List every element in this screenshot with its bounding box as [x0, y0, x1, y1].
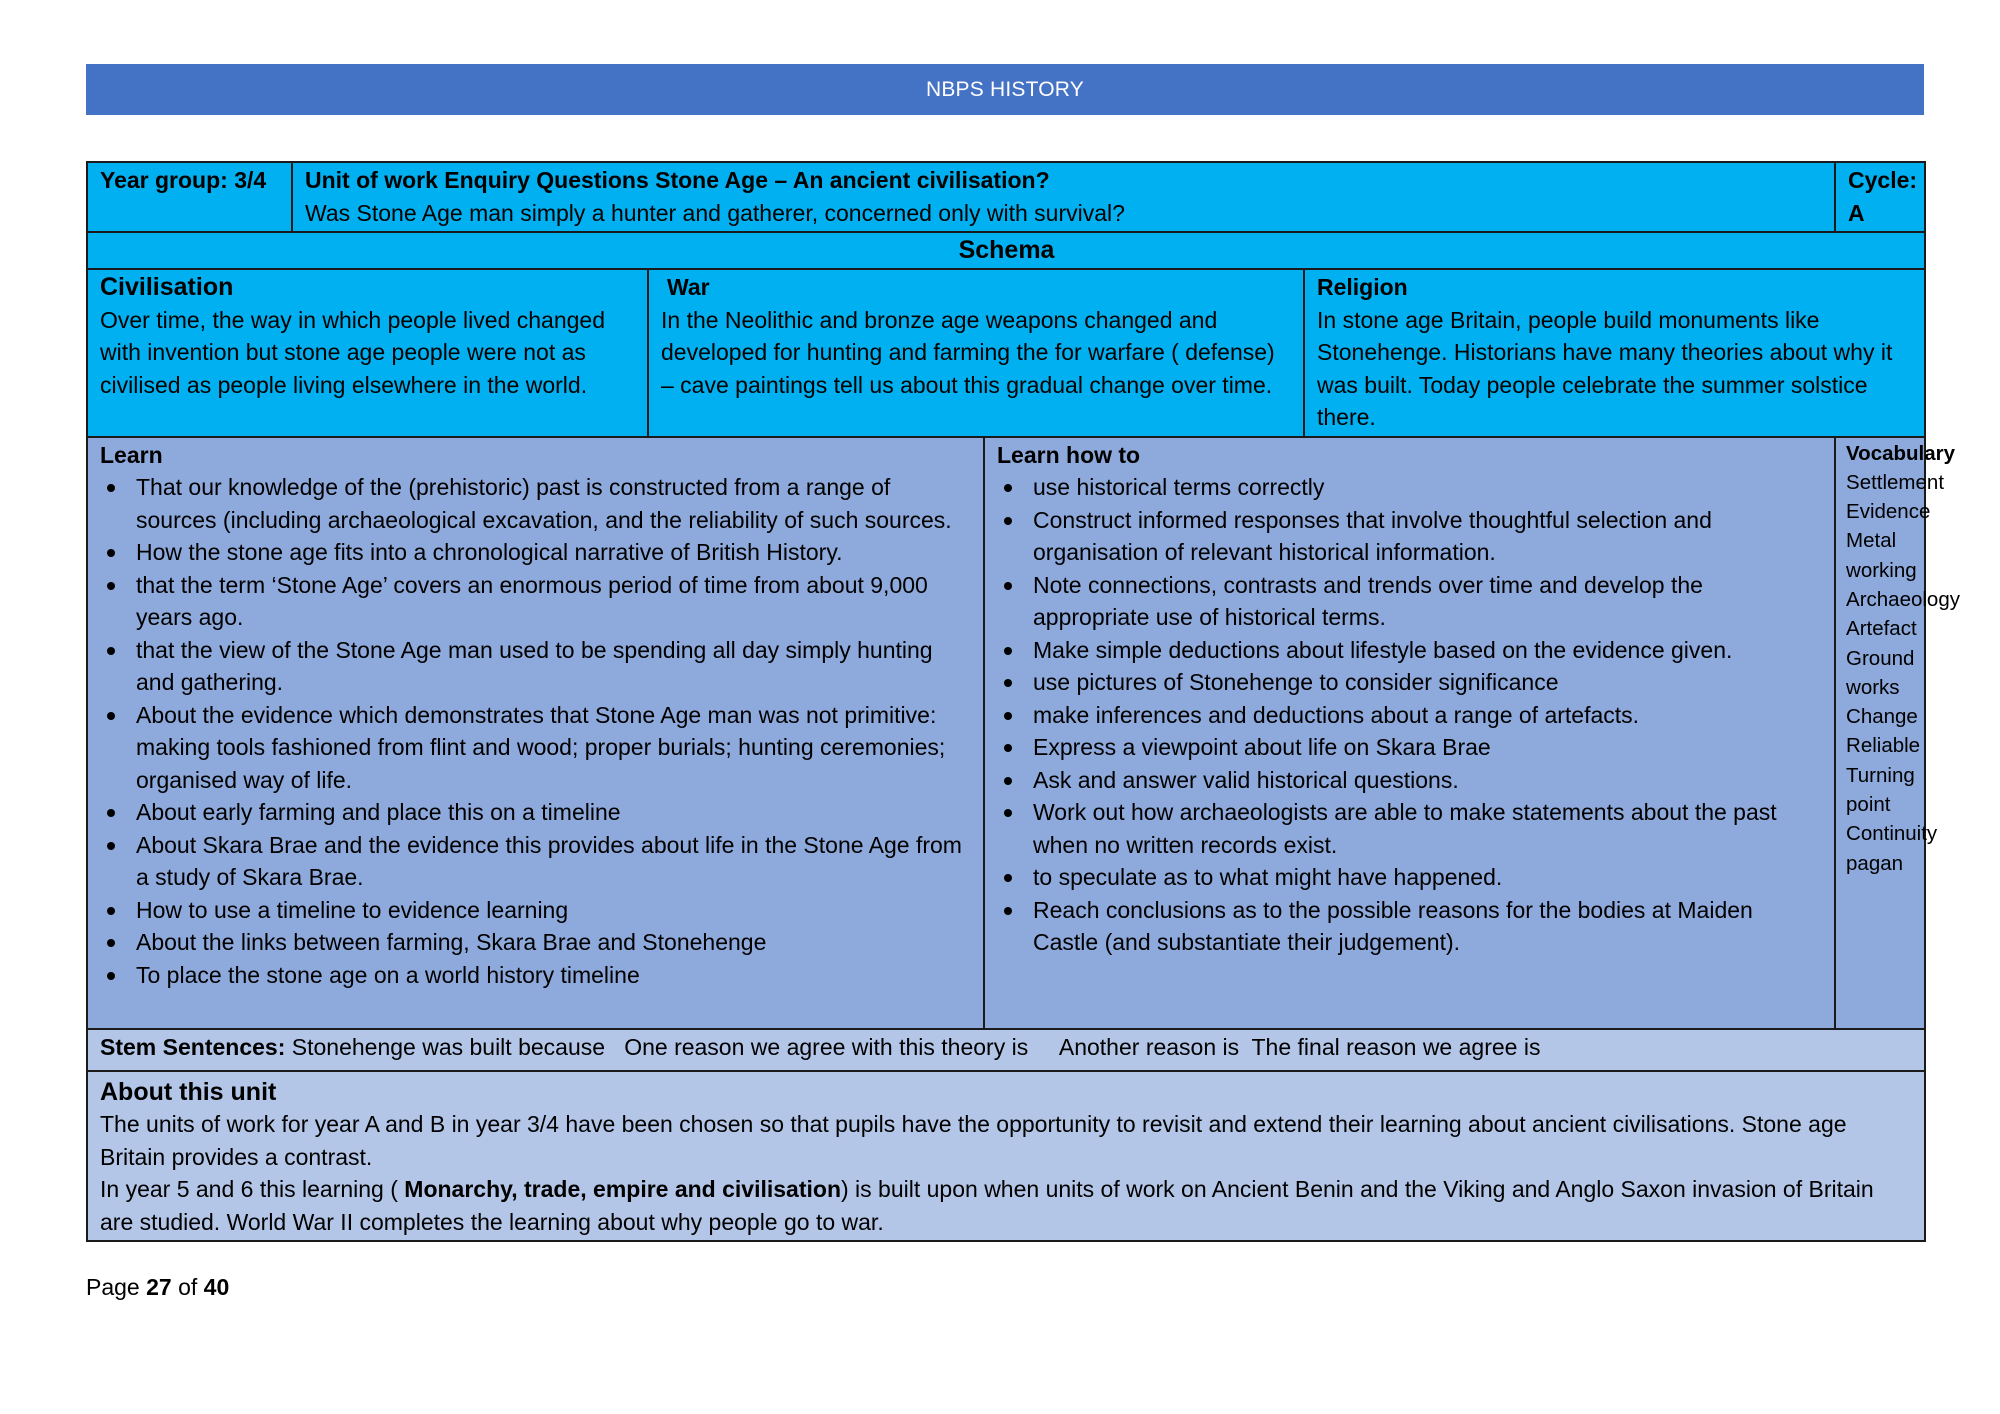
vocabulary-item: Turning point [1846, 763, 1915, 817]
list-item: About early farming and place this on a timeline [100, 796, 972, 829]
list-item: Work out how archaeologists are able to make statements about the past when no written records exist. [997, 796, 1823, 861]
page-total: 40 [203, 1274, 230, 1300]
vocabulary-item: Artefact [1846, 617, 1917, 641]
page-current: 27 [146, 1274, 172, 1300]
unit-title: Unit of work Enquiry Questions Stone Age – An ancient civilisation? [305, 167, 1050, 193]
vocabulary-list [1846, 468, 1960, 878]
war-title: War [667, 274, 710, 300]
vocabulary-item: Ground works [1846, 646, 1915, 699]
year-group: Year group: 3/4 [100, 167, 267, 193]
list-item: make inferences and deductions about a range of artefacts. [997, 699, 1823, 732]
religion-text: In stone age Britain, people build monuments like Stonehenge. Historians have many theories about why it was built. Today people celebrate the summer solstice there. [1317, 306, 1893, 430]
unit-title-cell [292, 162, 1835, 232]
cycle-label: Cycle: [1848, 167, 1918, 193]
list-item: Make simple deductions about lifestyle based on the evidence given. [997, 634, 1823, 667]
list-item: That our knowledge of the (prehistoric) past is constructed from a range of sources (including archaeological excavation, and the reliability of such sources. [100, 471, 972, 536]
about-row [87, 1071, 1925, 1242]
list-item: Express a viewpoint about life on Skara Brae [997, 731, 1823, 764]
list-item: Ask and answer valid historical questions. [997, 764, 1823, 797]
vocabulary-item: Metal working [1846, 529, 1917, 582]
stem-sentences-cell [87, 1029, 1925, 1071]
about-paragraph-2-start: In year 5 and 6 this learning ( [100, 1176, 405, 1202]
list-item: How to use a timeline to evidence learning [100, 894, 972, 927]
war-text: In the Neolithic and bronze age weapons changed and developed for hunting and farming the for warfare ( defense) – cave paintings tell us about this gradual change over time. [661, 306, 1275, 398]
list-item: How the stone age fits into a chronological narrative of British History. [100, 536, 972, 569]
vocabulary-cell [1835, 437, 1960, 1029]
stem-sentences-row [87, 1029, 1925, 1071]
about-paragraph-1: The units of work for year A and B in year 3/4 have been chosen so that pupils have the opportunity to revisit and extend their learning about ancient civilisations. Stone age Britain provides a contrast. [100, 1111, 1847, 1170]
list-item: Construct informed responses that involve thoughtful selection and organisation of relevant historical information. [997, 504, 1823, 569]
list-item: About the evidence which demonstrates that Stone Age man was not primitive: making tools fashioned from flint and wood; proper burials; hunting ceremonies; organised way of life. [100, 699, 972, 797]
list-item: to speculate as to what might have happened. [997, 861, 1823, 894]
year-group-cell [87, 162, 292, 232]
vocabulary-item: Archaeology [1846, 587, 1960, 611]
page-of-label: of [171, 1274, 204, 1300]
unit-plan-table [86, 161, 1960, 1242]
page-number [86, 1274, 229, 1301]
learn-list [100, 471, 972, 991]
vocabulary-title: Vocabulary [1846, 441, 1956, 465]
vocabulary-item: Change [1846, 705, 1918, 729]
learn-how-title: Learn how to [997, 441, 1141, 468]
cycle-cell [1835, 162, 1925, 232]
list-item: that the term ‘Stone Age’ covers an enormous period of time from about 9,000 years ago. [100, 569, 972, 634]
vocabulary-item: Settlement [1846, 470, 1945, 494]
list-item: use pictures of Stonehenge to consider significance [997, 666, 1823, 699]
learn-how-list [997, 471, 1823, 959]
document-header-bar [86, 64, 1924, 115]
schema-heading-row [87, 232, 1925, 269]
stem-sentences-label: Stem Sentences: [100, 1033, 286, 1060]
list-item: that the view of the Stone Age man used to be spending all day simply hunting and gathering. [100, 634, 972, 699]
schema-row [87, 269, 1925, 437]
religion-cell [1304, 269, 1925, 437]
religion-title: Religion [1317, 274, 1408, 300]
about-title: About this unit [100, 1077, 277, 1106]
civilisation-title: Civilisation [100, 273, 234, 301]
stem-sentences-text: Stonehenge was built because One reason we agree with this theory is Another reason is The final reason we agree is [285, 1033, 1541, 1060]
war-cell [648, 269, 1304, 437]
unit-enquiry-question: Was Stone Age man simply a hunter and gatherer, concerned only with survival? [305, 199, 1125, 226]
learn-title: Learn [100, 441, 163, 468]
learning-row [87, 437, 1925, 1029]
learn-how-cell [984, 437, 1835, 1029]
list-item: About the links between farming, Skara Brae and Stonehenge [100, 926, 972, 959]
vocabulary-item: Evidence [1846, 500, 1931, 524]
vocabulary-item: Continuity [1846, 822, 1938, 846]
vocabulary-item: pagan [1846, 851, 1904, 875]
list-item: About Skara Brae and the evidence this provides about life in the Stone Age from a study of Skara Brae. [100, 829, 972, 894]
cycle-value: A [1848, 199, 1865, 226]
page-label: Page [86, 1274, 147, 1300]
civilisation-text: Over time, the way in which people lived changed with invention but stone age people were not as civilised as people living elsewhere in the world. [100, 306, 606, 398]
about-paragraph-2-end: ) is built upon when units of work on Ancient Benin and the Viking and Anglo Saxon invasion of Britain are studied. World War II completes the learning about why people go to war. [100, 1176, 1874, 1235]
civilisation-cell [87, 269, 648, 437]
list-item: use historical terms correctly [997, 471, 1823, 504]
unit-header-row [87, 162, 1925, 232]
about-cell [87, 1071, 1925, 1242]
list-item: To place the stone age on a world history timeline [100, 959, 972, 992]
schema-heading-cell [87, 232, 1925, 269]
list-item: Reach conclusions as to the possible reasons for the bodies at Maiden Castle (and substantiate their judgement). [997, 894, 1823, 959]
vocabulary-item: Reliable [1846, 734, 1921, 758]
document-header-title: NBPS HISTORY [925, 77, 1084, 101]
schema-heading: Schema [958, 236, 1055, 264]
about-paragraph-2-emphasis: Monarchy, trade, empire and civilisation [404, 1176, 841, 1202]
about-paragraph-2 [100, 1173, 1913, 1238]
learn-cell [87, 437, 984, 1029]
list-item: Note connections, contrasts and trends over time and develop the appropriate use of historical terms. [997, 569, 1823, 634]
